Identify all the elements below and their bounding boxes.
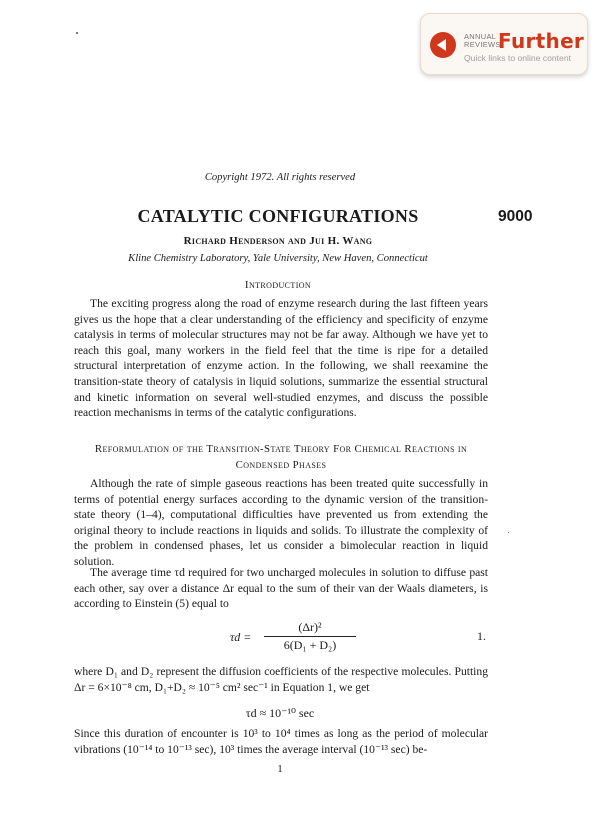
paragraph-reformulation-1: Although the rate of simple gaseous reactions has been treated quite successfully in terms of potential energy surfaces according to the dynamic version of the transition-state theory (1–4), computational difficulties have prevented us from extending the original theory to include reactions in liquids and solids. To illustrate the complexity of the problem in condensed phases, let us consider a bimolecular reaction in liquid solution. <box>74 477 488 568</box>
paragraph-reformulation-2: The average time τd required for two uncharged molecules in solution to diffuse past each other, say over a distance Δr equal to the sum of their van der Waals diameters, is according to Einstein (5) equal to <box>74 566 488 611</box>
paragraph-final: Since this duration of encounter is 10³ to 10⁴ times as long as the period of molecular vibrations (10⁻¹⁴ to 10⁻¹³ sec), 10³ times the average interval (10⁻¹³ sec) be- <box>74 727 488 756</box>
reference-number: 9000 <box>498 208 533 225</box>
play-back-icon <box>430 32 456 58</box>
page-number: 1 <box>277 763 283 775</box>
section-heading-reformulation: Reformulation of the Transition-State Theory For Chemical Reactions in Condensed Phases <box>94 443 468 471</box>
copyright-notice: Copyright 1972. All rights reserved <box>204 172 356 183</box>
article-title: CATALYTIC CONFIGURATIONS <box>137 206 419 226</box>
fraction-bar <box>264 636 356 637</box>
equation-1 <box>230 620 390 656</box>
section-heading-introduction: Introduction <box>244 279 312 291</box>
reviews-label: REVIEWS <box>464 40 501 49</box>
equation-numerator: (Δr)² <box>298 620 322 634</box>
equation-fraction <box>260 620 360 653</box>
authors: Richard Henderson and Jui H. Wang <box>183 235 373 247</box>
equation-result: τd ≈ 10⁻¹⁰ sec <box>245 706 315 720</box>
annual-label: ANNUAL <box>464 32 497 41</box>
further-label: Further <box>498 29 585 53</box>
paragraph-after-equation: where D₁ and D₂ represent the diffusion coefficients of the respective molecules. Putting Δr = 6×10⁻⁸ cm, D₁+D₂ ≈ 10⁻⁵ cm² sec⁻¹ in Equation 1, we get <box>74 665 488 694</box>
paragraph-introduction: The exciting progress along the road of enzyme research during the last fifteen years gives us the hope that a clear understanding of the efficiency and specificity of enzyme catalysis in terms of molecular structures may not be far away. Although we have yet to reach this goal, many workers in the field feel that the time is ripe for a detailed structural interpretation of enzyme action. In the following, we shall reexamine the transition-state theory of catalysis in liquid solutions, summarize the essential structural and kinetic information on several well-studied enzymes, and discuss the possible reaction mechanisms in terms of the catalytic configurations. <box>74 297 488 420</box>
equation-denominator: 6(D₁ + D₂) <box>283 638 337 652</box>
further-badge[interactable] <box>420 13 588 75</box>
affiliation: Kline Chemistry Laboratory, Yale University, New Haven, Connecticut <box>128 253 428 264</box>
equation-number: 1. <box>477 629 486 643</box>
scan-speck <box>76 32 78 34</box>
further-subtitle: Quick links to online content <box>464 53 572 63</box>
scan-speck <box>508 532 509 533</box>
annual-reviews-logo <box>464 32 501 49</box>
equation-lhs: τd = <box>230 630 252 644</box>
